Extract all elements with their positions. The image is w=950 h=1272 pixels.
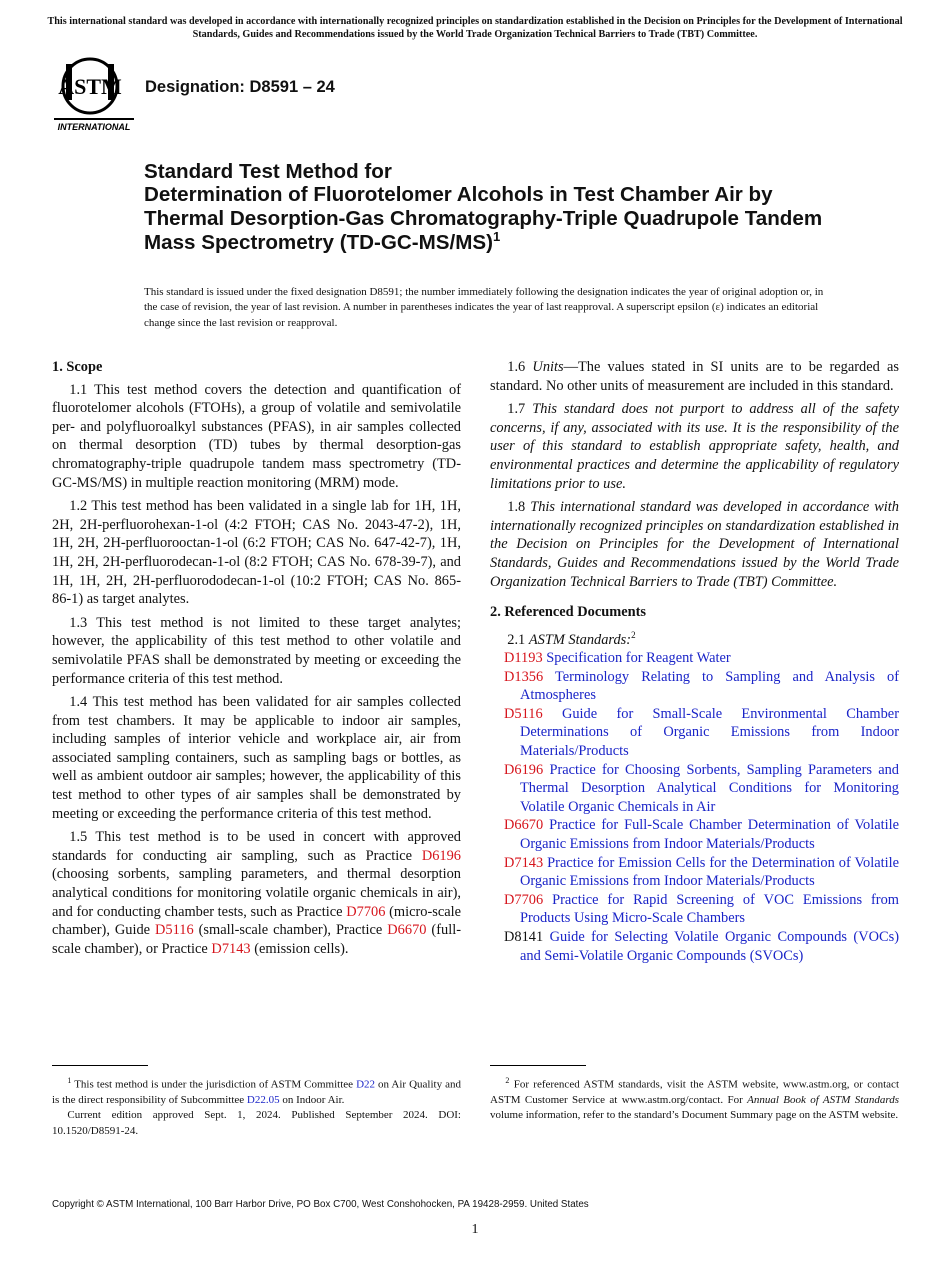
reference-code-link[interactable]: D7143 — [504, 854, 544, 871]
reference-title-link[interactable]: Practice for Emission Cells for the Determination of Volatile Organic Emissions from Indoor Materials/Products — [520, 854, 899, 890]
issued-statement: This standard is issued under the fixed designation D8591; the number immediately following the designation indicates the year of original adoption or, in the case of revision, the year of last revision. A number in parentheses indicates the year of last reapproval. A superscript epsilon (ε) indicates an editorial change since the last revision or reapproval. — [144, 286, 824, 329]
reference-title-link[interactable]: Practice for Full-Scale Chamber Determination of Volatile Organic Emissions from Indoor Materials/Products — [520, 817, 899, 853]
reference-title-link[interactable]: Specification for Reagent Water — [546, 650, 731, 667]
ref-link-d7143[interactable]: D7143 — [211, 940, 251, 957]
astm-standards-label: 2.1 ASTM Standards:$^2$ — [507, 629, 636, 648]
left-column — [52, 358, 461, 963]
reference-item — [490, 649, 899, 668]
title-footnote-mark: 1 — [493, 229, 501, 245]
ref-link-d6196[interactable]: D6196 — [421, 847, 461, 864]
para-1-5: 1.5 This test method is to be used in concert with approved standards for conducting air sampling, such as Practice D6196 (choosing sorbents, sampling parameters, and thermal desorption analytical conditions for monitoring volatile organic chemicals in air), and for conducting chamber tests, such as Practice D7706 (micro-scale chamber), Guide D5116 (small-scale chamber), Practice D6670 (full-scale chamber), or Practice D7143 (emission cells). — [52, 829, 461, 957]
reference-item — [490, 891, 899, 928]
reference-item — [490, 854, 899, 891]
reference-code-link[interactable]: D6196 — [504, 761, 544, 778]
footnote-rule-right — [490, 1065, 586, 1066]
para-1-8: 1.8 This international standard was developed in accordance with internationally recognized principles on standardization established in the Decision on Principles for the Development of International Standards, Guides and Recommendations issued by the World Trade Organization Technical Barriers to Trade (TBT) Committee. — [490, 499, 899, 590]
footnote-rule-left — [52, 1065, 148, 1066]
astm-logo — [52, 56, 136, 132]
ref-link-d5116[interactable]: D5116 — [155, 922, 194, 939]
reference-item — [490, 816, 899, 853]
reference-code-link[interactable]: D1356 — [504, 668, 544, 685]
para-1-4: 1.4 This test method has been validated for air samples collected from test chambers. It may be applicable to indoor air samples, including samples of interior vehicle and workplace air, air from associated sampling containers, such as sampling bags or bottles, as well as ambient outdoor air samples; however, the applicability of this test method to other types of air samples shall be demonstrated by meeting or exceeding the performance criteria of this test method. — [52, 694, 461, 822]
title-line-1: Standard Test Method for — [144, 160, 392, 183]
document-title — [144, 160, 824, 255]
reference-title-link[interactable]: Terminology Relating to Sampling and Analysis of Atmospheres — [520, 668, 899, 704]
reference-code-link: D8141 — [504, 929, 544, 946]
para-1-7: 1.7 This standard does not purport to address all of the safety concerns, if any, associated with its use. It is the responsibility of the user of this standard to establish appropriate safety, health, and environmental practices and determine the applicability of regulatory limitations prior to use. — [490, 401, 899, 492]
logo-text: ASTM — [58, 74, 122, 99]
reference-code-link[interactable]: D5116 — [504, 705, 543, 722]
reference-title-link[interactable]: Guide for Selecting Volatile Organic Compounds (VOCs) and Semi-Volatile Organic Compounds (SVOCs) — [520, 929, 899, 964]
right-column — [490, 358, 899, 965]
committee-link-d22[interactable]: D22 — [356, 1078, 376, 1091]
logo-subtext: INTERNATIONAL — [57, 122, 131, 132]
reference-item — [490, 705, 899, 761]
reference-item — [490, 928, 899, 965]
reference-code-link[interactable]: D6670 — [504, 817, 544, 834]
scope-heading: 1. Scope — [52, 359, 103, 375]
para-1-6: 1.6 Units—The values stated in SI units are to be regarded as standard. No other units of measurement are included in this standard. — [490, 359, 899, 394]
para-1-1: 1.1 This test method covers the detection and quantification of fluorotelomer alcohols (FTOHs), a group of volatile and semivolatile per- and polyfluoroalkyl substances (PFAS), in air samples collected on thermal desorption (TD) tubes by thermal desorption-gas chromatography-triple quadrupole tandem mass spectrometry (TD-GC-MS/MS) in multiple reaction monitoring (MRM) mode. — [52, 381, 461, 491]
title-line-2: Determination of Fluorotelomer Alcohols in Test Chamber Air by Thermal Desorption-Gas Chromatography-Triple Quadrupole Tandem Mass Spectrometry $(TD-GC-MS/MS)^1$ — [144, 183, 823, 255]
footnote-2: $^2$ For referenced ASTM standards, visit the ASTM website, www.astm.org, or contact ASTM Customer Service at www.astm.org/contact. For Annual Book of ASTM Standards volume information, refer to the standard’s Document Summary page on the ASTM website. — [490, 1076, 899, 1122]
ref-link-d6670[interactable]: D6670 — [387, 922, 427, 939]
reference-code-link[interactable]: D1193 — [504, 650, 543, 667]
reference-title-link[interactable]: Practice for Rapid Screening of VOC Emissions from Products Using Micro-Scale Chambers — [520, 891, 899, 927]
reference-title-link[interactable]: Guide for Small-Scale Environmental Chamber Determinations of Organic Emissions from Indoor Materials/Products — [520, 705, 899, 760]
ref-link-d7706[interactable]: D7706 — [346, 903, 386, 920]
subcommittee-link-d22-05[interactable]: D22.05 — [246, 1094, 280, 1107]
designation: Designation: D8591 – 24 — [145, 78, 335, 96]
reference-title-link[interactable]: Practice for Choosing Sorbents, Sampling Parameters and Thermal Desorption Analytical Conditions for Monitoring Volatile Organic Chemicals in Air — [520, 761, 899, 815]
tbt-notice: This international standard was developed in accordance with internationally recognized principles on standardization established in the Decision on Principles for the Development of International Standards, Guides and Recommendations issued by the World Trade Organization Technical Barriers to Trade (TBT) Committee. — [47, 16, 903, 40]
reference-item — [490, 761, 899, 817]
reference-code-link[interactable]: D7706 — [504, 891, 544, 908]
footnote-1: $^1$ This test method is under the jurisdiction of ASTM Committee D22 on Air Quality and is the direct responsibility of Subcommittee D22.05 on Indoor Air. Current edition approved Sept. 1, 2024. Published September 2024. DOI: 10.1520/D8591-24. — [52, 1075, 461, 1139]
page-number: 1 — [471, 1222, 479, 1237]
copyright: Copyright © ASTM International, 100 Barr Harbor Drive, PO Box C700, West Conshohocken, PA 19428-2959. United States — [52, 1199, 589, 1210]
para-1-2: 1.2 This test method has been validated in a single lab for 1H, 1H, 2H, 2H-perfluorohexan-1-ol (4:2 FTOH; CAS No. 2043-47-2), 1H, 1H, 2H, 2H-perfluorooctan-1-ol (6:2 FTOH; CAS No. 647-42-7), 1H, 1H, 2H, 2H-perfluorodecan-1-ol (8:2 FTOH; CAS No. 678-39-7), and 1H, 1H, 2H, 2H-perfluorododecan-1-ol (10:2 FTOH; CAS No. 865-86-1) as target analytes. — [52, 498, 461, 608]
edition-approved: Current edition approved Sept. 1, 2024. Published September 2024. DOI: 10.1520/D8591-24. — [52, 1109, 461, 1137]
reference-list — [490, 649, 899, 965]
reference-item — [490, 668, 899, 705]
referenced-documents-heading: 2. Referenced Documents — [490, 604, 646, 621]
para-1-3: 1.3 This test method is not limited to these target analytes; however, the applicability of this test method to other volatile and semivolatile PFAS shall be demonstrated by meeting or exceeding the performance criteria of this test method. — [52, 614, 461, 687]
